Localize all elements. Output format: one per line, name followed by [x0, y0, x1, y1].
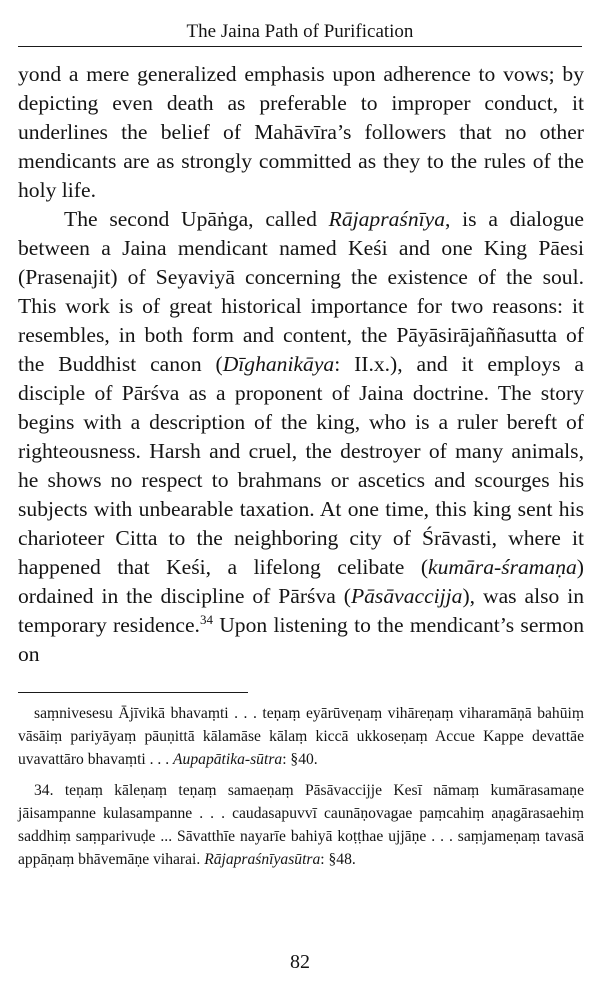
footnotes [18, 702, 584, 879]
text-run: : §40. [282, 751, 318, 768]
text-run: , is a dialogue between a Jaina mendicant named Keśi and one King Pāesi (Prasenajit) of Seyaviyā concerning the existence of the soul. This work is of great historical importance for two reasons: it resembles, in both form and content, the Pāyāsirājaññasutta of the Buddhist canon ( [18, 207, 585, 376]
text-run: : II.x.), and it employs a disciple of Pārśva as a proponent of Jaina doctrine. The story begins with a description of the king, who is a ruler bereft of righteousness. Harsh and cruel, the destroyer of many animals, he shows no respect to brahmans or ascetics and scourges his subjects with unbearable taxation. At one time, this king sent his charioteer Citta to the neighboring city of Śrāvasti, where it happened that Keśi, a lifelong celibate ( [18, 352, 584, 579]
text-run: Upon listening to the mendicant’s sermon on [18, 613, 584, 666]
footnote-reference[interactable]: 34 [199, 612, 213, 627]
work-title: Aupapātika-sūtra [173, 751, 283, 768]
text-run: saṃnivesesu Ājīvikā bhavaṃti . . . teṇaṃ eyārūveṇaṃ vihāreṇaṃ viharamāṇā bahūiṃ vāsāiṃ pariyāyaṃ pāuṇittā kālamāse kālaṃ kiccā ukkoseṇaṃ Accue Kappe devattāe uvavattāro bhavaṃti . . . [18, 705, 584, 768]
page-number: 82 [290, 951, 310, 973]
paragraph-continued: yond a mere generalized emphasis upon adherence to vows; by depicting even death as preferable to improper conduct, it underlines the belief of Mahāvīra’s followers that no other mendicants are as strongly committed as they to the rules of the holy life. [18, 62, 584, 202]
footnote-rule [18, 692, 248, 693]
work-title: Rājapraśnīyasūtra [204, 851, 321, 868]
text-run: The second Upāṅga, called [64, 207, 329, 231]
term: Pāsāvaccijja [350, 584, 463, 608]
work-title: Dīghanikāya [222, 352, 335, 376]
footnote-34 [18, 779, 584, 871]
text-run: : §48. [320, 851, 356, 868]
footnote-continued [18, 702, 584, 771]
term: kumāra-śramaṇa [428, 555, 577, 579]
header-rule [18, 46, 582, 47]
text-run: ), was also in temporary residence. [18, 584, 584, 637]
text-run: 34. teṇaṃ kāleṇaṃ teṇaṃ samaeṇaṃ Pāsāvaccijje Kesī nāmaṃ kumārasamaṇe jāisampanne kulasampanne . . . caudasapuvvī caunāṇovagae paṃcahiṃ aṇagārasaehiṃ saddhiṃ saṃparivuḍe ... Sāvatthīe nayarīe bahiyā koṭṭhae ujjāṇe . . . saṃjameṇaṃ tavasā appāṇaṃ bhāvemāṇe viharai. [18, 782, 584, 868]
running-header: The Jaina Path of Purification [186, 21, 414, 42]
paragraph-upanga [18, 205, 584, 669]
text-run: ) ordained in the discipline of Pārśva ( [18, 555, 584, 608]
main-text [18, 60, 584, 669]
work-title: Rājapraśnīya [328, 207, 446, 231]
